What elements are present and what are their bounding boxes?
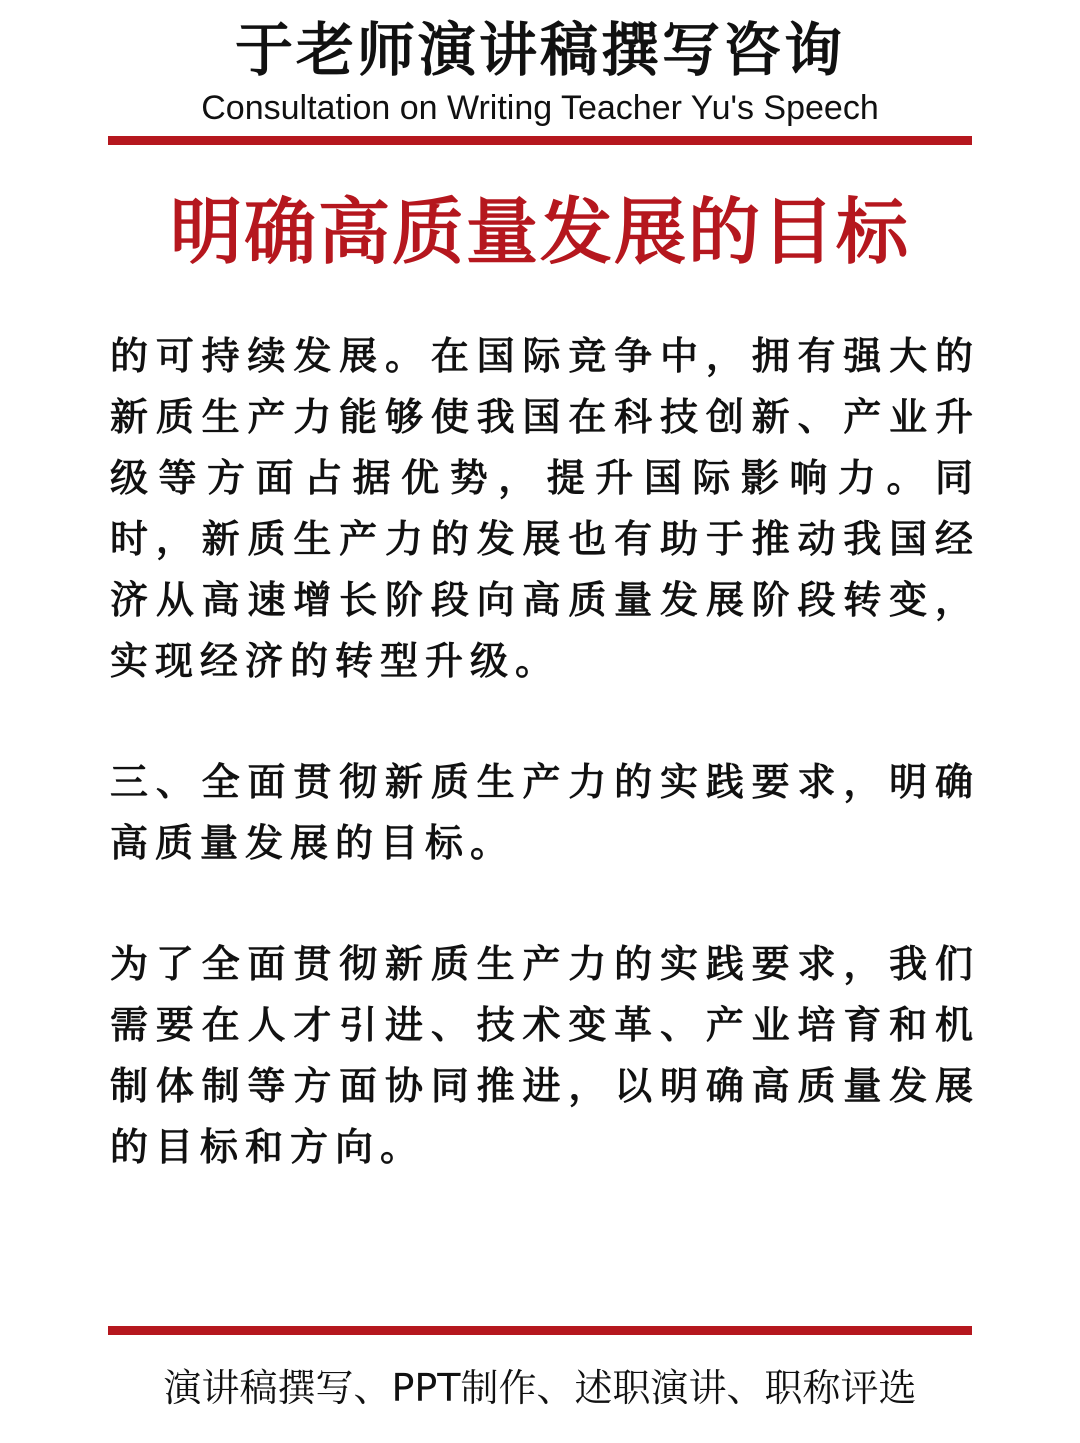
footer-services: 演讲稿撰写、PPT制作、述职演讲、职称评选: [163, 1366, 917, 1410]
body-paragraph-2: 三、全面贯彻新质生产力的实践要求，明确高质量发展的目标。: [110, 760, 980, 865]
bottom-divider: [108, 1326, 972, 1335]
top-divider: [108, 136, 972, 145]
body-paragraph-3: 为了全面贯彻新质生产力的实践要求，我们需要在人才引进、技术变革、产业培育和机制体制等方面协同推进，以明确高质量发展的目标和方向。: [110, 942, 980, 1169]
section-headline: 明确高质量发展的目标: [169, 190, 910, 274]
page-title: 于老师演讲稿撰写咨询: [234, 16, 845, 84]
body-paragraph-1: 的可持续发展。在国际竞争中，拥有强大的新质生产力能够使我国在科技创新、产业升级等方面占据优势，提升国际影响力。同时，新质生产力的发展也有助于推动我国经济从高速增长阶段向高质量发展阶段转变，实现经济的转型升级。: [110, 334, 980, 683]
page-subtitle: Consultation on Writing Teacher Yu's Speech: [201, 89, 879, 127]
